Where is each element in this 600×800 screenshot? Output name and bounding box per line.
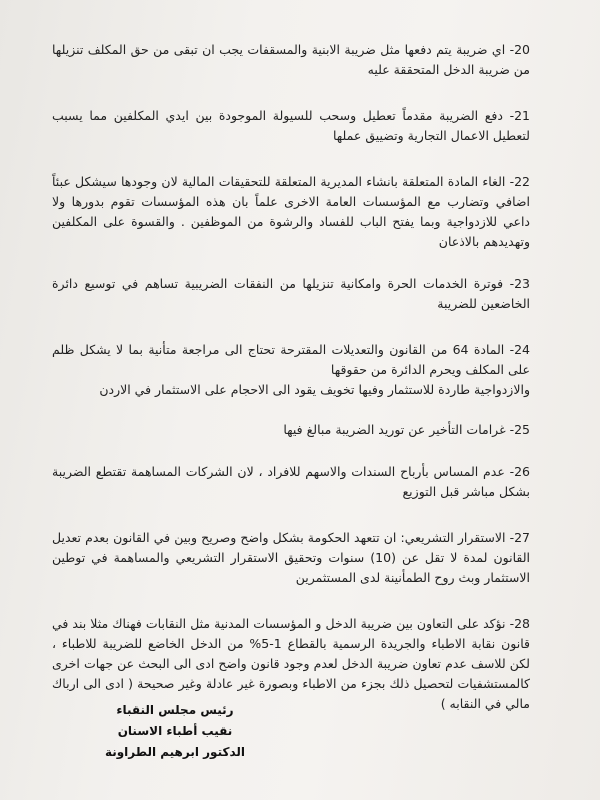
signature-title: رئيس مجلس النقباء xyxy=(116,703,234,717)
paragraph-28 xyxy=(52,614,530,714)
signature-block xyxy=(105,700,245,763)
paragraph-26 xyxy=(52,462,530,502)
paragraph-text: - نؤكد على التعاون بين ضريبة الدخل و المؤسسات المدنية مثل النقابات فهناك مثلا بند في قانون نقابة الاطباء والجريدة الرسمية بالقطاع 1-5% من الدخل الخاضع للضريبة للاطباء ، لكن للاسف عدم تعاون ضريبة الدخل لعدم وجود قانون واضح ادى الى البحث عن جهات اخرى كالمستشفيات لتحصيل ذلك بجزء من الاطباء وبصورة غير عادلة وغير صحيحة ( ادى الى ارباك مالي في النقابه ) xyxy=(52,616,530,711)
paragraph-text: - غرامات التأخير عن توريد الضريبة مبالغ فيها xyxy=(283,422,515,437)
document-body xyxy=(52,40,530,740)
paragraph-20 xyxy=(52,40,530,80)
paragraph-number: 28 xyxy=(514,616,530,631)
paragraph-text: - اي ضريبة يتم دفعها مثل ضريبة الابنية والمسقفات يجب ان تبقى من حق المكلف تنزيلها من ضريبة الدخل المتحققة عليه xyxy=(52,42,530,77)
signature-role: نقيب أطباء الاسنان xyxy=(117,724,233,738)
paragraph-text: - فوترة الخدمات الحرة وامكانية تنزيلها من النفقات الضريبية تساهم في توسيع دائرة الخاضعين للضريبة xyxy=(52,276,530,311)
paragraph-text: - المادة 64 من القانون والتعديلات المقترحة تحتاج الى مراجعة متأنية بما لا يشكل ظلم على المكلف ويحرم الدائرة من حقوقها xyxy=(52,342,530,377)
signature-name: الدكتور ابرهيم الطراونة xyxy=(104,745,245,759)
paragraph-number: 20 xyxy=(514,42,530,57)
paragraph-24 xyxy=(52,340,530,400)
paragraph-text: - الاستقرار التشريعي: ان تتعهد الحكومة بشكل واضح وصريح وبين في القانون بعدم تعديل القانون لمدة لا تقل عن (10) سنوات وتحقيق الاستقرار التشريعي والمساهمة في توطين الاستثمار وبث روح الطمأنينة لدى المستثمرين xyxy=(52,530,531,585)
paragraph-number: 27 xyxy=(514,530,530,545)
paragraph-text-continued: والازدواجية طاردة للاستثمار وفيها تخويف يقود الى الاحجام على الاستثمار في الاردن xyxy=(99,382,530,397)
paragraph-number: 23 xyxy=(514,276,530,291)
paragraph-number: 25 xyxy=(514,422,530,437)
paragraph-23 xyxy=(52,274,530,314)
paragraph-21 xyxy=(52,106,530,146)
paragraph-22 xyxy=(52,172,530,252)
paragraph-text: - دفع الضريبة مقدماً تعطيل وسحب للسيولة الموجودة بين ايدي المكلفين مما يسبب لتعطيل الاعمال التجارية وتضييق عملها xyxy=(52,108,530,143)
paragraph-number: 22 xyxy=(514,174,530,189)
paragraph-text: - الغاء المادة المتعلقة بانشاء المديرية المتعلقة للتحقيقات المالية لان وجودها سيشكل عبئاً اضافي وتضارب مع المؤسسات العامة الاخرى علماً بان هذه المؤسسات تقوم بدورها ولا داعي للازدواجية وبما يفتح الباب للفساد والرشوة من الموظفين . والقسوة على المكلفين وتهديدهم بالاذعان xyxy=(52,174,530,249)
paragraph-text: - عدم المساس بأرباح السندات والاسهم للافراد ، لان الشركات المساهمة تقتطع الضريبة بشكل مباشر قبل التوزيع xyxy=(52,464,530,499)
paragraph-number: 26 xyxy=(514,464,530,479)
paragraph-number: 24 xyxy=(514,342,531,357)
paragraph-27 xyxy=(52,528,530,588)
paragraph-25 xyxy=(52,420,530,440)
paragraph-number: 21 xyxy=(514,108,530,123)
